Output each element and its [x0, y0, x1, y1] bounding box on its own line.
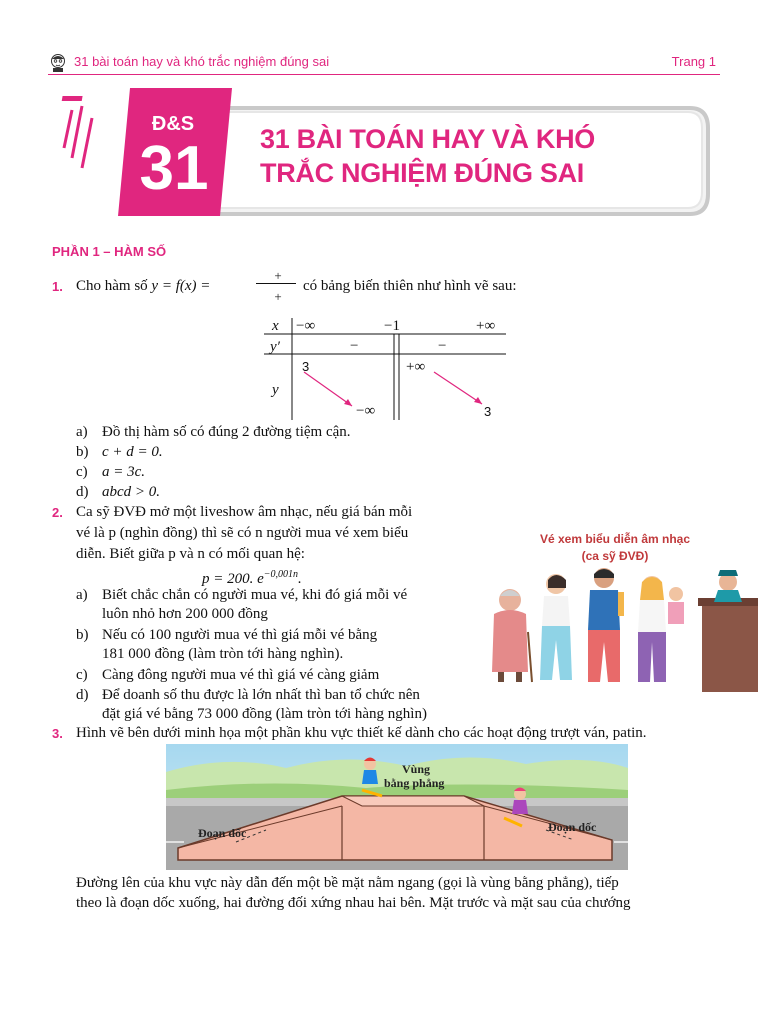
q3-line-1: Hình vẽ bên dưới minh họa một phần khu vực thiết kế dành cho các hoạt động trượt ván, patin.	[76, 725, 647, 741]
q1-option-a-text: Đồ thị hàm số có đúng 2 đường tiệm cận.	[102, 424, 351, 440]
banner-tag: Đ&S	[151, 113, 195, 135]
q2-option-c-label: c)	[76, 667, 88, 683]
q1-post: có bảng biến thiên như hình vẽ sau:	[303, 278, 517, 294]
q1-option-a-label: a)	[76, 424, 88, 440]
q1-option-b-label: b)	[76, 444, 89, 460]
q1-frac-bottom: +	[274, 289, 282, 304]
q1-formula: y = f(x) =	[151, 278, 211, 294]
illustration-caption-2: (ca sỹ ĐVĐ)	[581, 549, 649, 563]
question-3-number: 3.	[52, 726, 63, 741]
q2-option-b-label: b)	[76, 627, 89, 643]
q2-formula	[202, 566, 302, 588]
table-y-4: 3	[484, 404, 492, 419]
illustration-caption-1: Vé xem biểu diễn âm nhạc	[539, 532, 691, 546]
q2-option-b-line2: 181 000 đồng (làm tròn tới hàng nghìn).	[102, 646, 344, 662]
table-row-x: x	[272, 318, 279, 334]
q1-option-c-text: a = 3c.	[102, 464, 146, 480]
q2-option-b-line1: Nếu có 100 người mua vé thì giá mỗi vé bằng	[102, 627, 378, 643]
question-1-number: 1.	[52, 279, 63, 294]
q2-option-d-line2: đặt giá vé bằng 73 000 đồng (làm tròn tới hàng nghìn)	[102, 706, 427, 722]
table-row-y: y	[272, 382, 279, 398]
banner-title-line1: 31 BÀI TOÁN HAY VÀ KHÓ	[260, 124, 595, 154]
q3-para-1: Đường lên của khu vực này dẫn đến một bề mặt nằm ngang (gọi là vùng bằng phẳng), tiếp	[76, 875, 619, 891]
table-row-yprime: y′	[270, 339, 280, 355]
q2-option-a-line1: Biết chắc chắn có người mua vé, khi đó giá mỗi vé	[102, 587, 408, 603]
banner-number: 31	[139, 134, 209, 203]
ramp-label-flat-1: Vùng	[402, 762, 431, 776]
q2-line-2: vé là p (nghìn đồng) thì sẽ có n người mua vé xem biểu	[76, 525, 409, 541]
q2-formula-end: .	[298, 571, 302, 587]
ramp-label-flat-2: bằng phẳng	[384, 776, 445, 790]
q2-line-1: Ca sỹ ĐVĐ mở một liveshow âm nhạc, nếu giá bán mỗi	[76, 504, 413, 520]
concert-ticket-illustration	[480, 522, 758, 692]
section-heading: PHẦN 1 – HÀM SỐ	[52, 244, 167, 259]
q3-para-2: theo là đoạn dốc xuống, hai đường đối xứng nhau hai bên. Mặt trước và mặt sau của chướng	[76, 895, 631, 911]
table-x-1: −∞	[296, 318, 316, 334]
q1-frac-top: +	[274, 268, 282, 283]
table-yp-2: −	[438, 338, 447, 354]
q2-formula-base: p = 200. e	[202, 571, 264, 587]
page-number: Trang 1	[671, 54, 716, 69]
table-x-2: −1	[384, 318, 400, 334]
ramp-label-slope-left: Đoạn dốc	[198, 826, 247, 840]
q2-option-d-line1: Để doanh số thu được là lớn nhất thì ban tổ chức nên	[102, 687, 420, 703]
q2-line-3: diễn. Biết giữa p và n có mối quan hệ:	[76, 546, 305, 562]
q2-formula-exponent: −0,001n	[263, 569, 299, 580]
table-x-3: +∞	[476, 318, 496, 334]
q1-option-b-text: c + d = 0.	[102, 444, 163, 460]
q1-pre: Cho hàm số	[76, 278, 152, 294]
table-y-1: 3	[302, 359, 310, 374]
q1-option-c-label: c)	[76, 464, 88, 480]
table-y-3: −∞	[356, 403, 376, 419]
q1-option-d-label: d)	[76, 484, 89, 500]
q2-option-c-line1: Càng đông người mua vé thì giá vé càng giảm	[102, 667, 380, 683]
q2-option-a-line2: luôn nhỏ hơn 200 000 đồng	[102, 606, 268, 622]
table-yp-1: −	[350, 338, 359, 354]
table-y-2: +∞	[406, 359, 426, 375]
banner-title	[260, 122, 595, 190]
q1-frac-bar	[256, 283, 296, 284]
q1-option-d-text: abcd > 0.	[102, 484, 161, 500]
skate-ramp-illustration	[166, 744, 628, 870]
banner-title-line2: TRẮC NGHIỆM ĐÚNG SAI	[260, 158, 584, 188]
ramp-label-slope-right: Đoạn dốc	[548, 820, 597, 834]
q2-option-a-label: a)	[76, 587, 88, 603]
header-title: 31 bài toán hay và khó trắc nghiệm đúng sai	[74, 54, 330, 69]
author-avatar-icon	[48, 52, 68, 72]
question-1-text	[76, 277, 210, 295]
q2-option-d-label: d)	[76, 687, 89, 703]
question-2-number: 2.	[52, 505, 63, 520]
page-header	[48, 52, 720, 75]
